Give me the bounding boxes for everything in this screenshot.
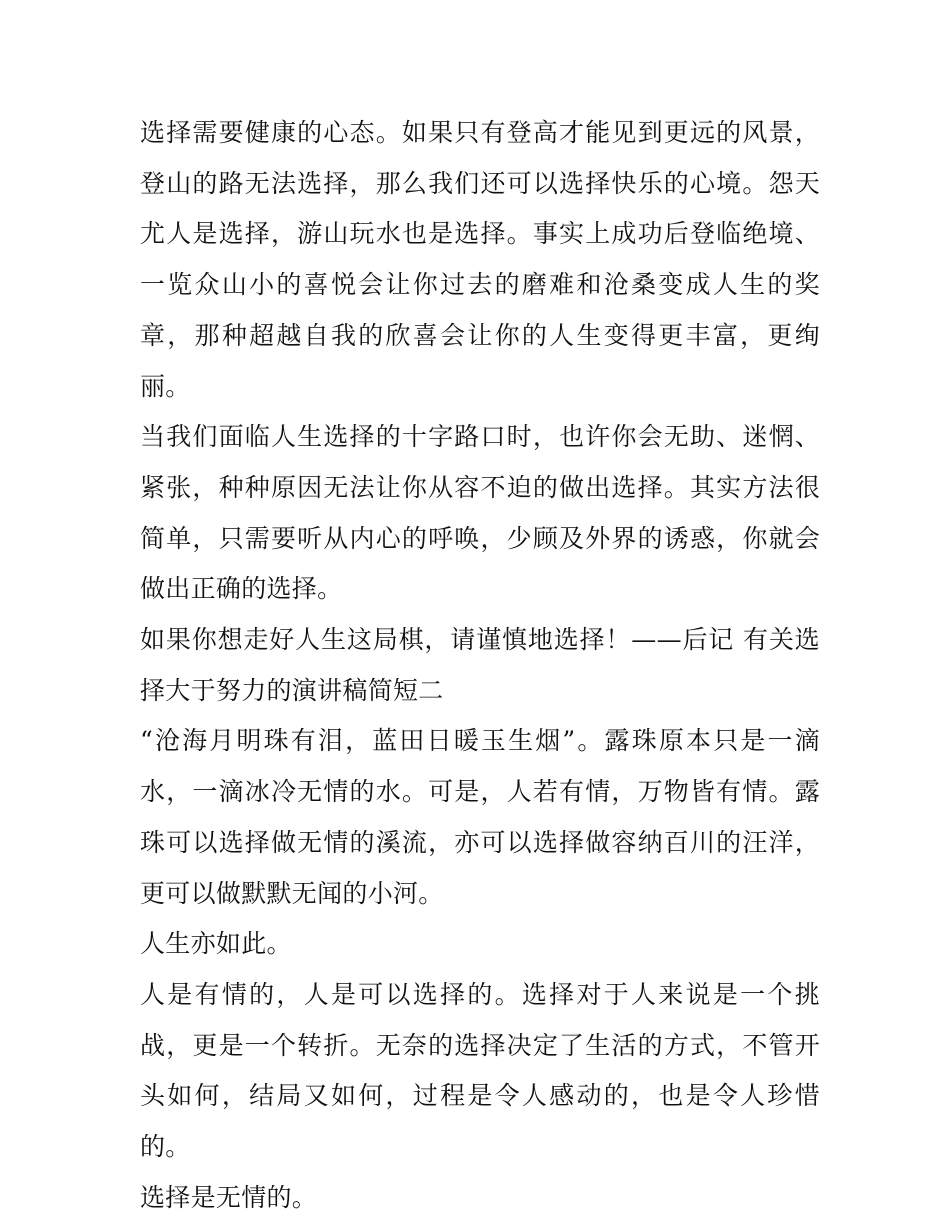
paragraph-healthy-mindset: 选择需要健康的心态。如果只有登高才能见到更远的风景，登山的路无法选择，那么我们还可以选择快乐的心境。怨天尤人是选择，游山玩水也是选择。事实上成功后登临绝境、一览众山小的喜悦会让你过去的磨难和沧桑变成人生的奖章，那种超越自我的欣喜会让你的人生变得更丰富，更绚丽。	[140, 118, 820, 401]
paragraph-afterword: 如果你想走好人生这局棋，请谨慎地选择！——后记 有关选择大于努力的演讲稿简短二	[140, 625, 820, 705]
document-body	[140, 108, 820, 1223]
paragraph-crossroads: 当我们面临人生选择的十字路口时，也许你会无助、迷惘、紧张，种种原因无法让你从容不迫的做出选择。其实方法很简单，只需要听从内心的呼唤，少顾及外界的诱惑，你就会做出正确的选择。	[140, 422, 820, 604]
paragraph-choice-ruthless: 选择是无情的。	[140, 1182, 318, 1212]
paragraph-dewdrop: “沧海月明珠有泪，蓝田日暖玉生烟”。露珠原本只是一滴水，一滴冰冷无情的水。可是，人若有情，万物皆有情。露珠可以选择做无情的溪流，亦可以选择做容纳百川的汪洋，更可以做默默无闻的小河。	[140, 726, 820, 908]
paragraph-life-likewise: 人生亦如此。	[140, 929, 292, 959]
paragraph-people-choose: 人是有情的，人是可以选择的。选择对于人来说是一个挑战，更是一个转折。无奈的选择决定了生活的方式，不管开头如何，结局又如何，过程是令人感动的，也是令人珍惜的。	[140, 979, 820, 1162]
